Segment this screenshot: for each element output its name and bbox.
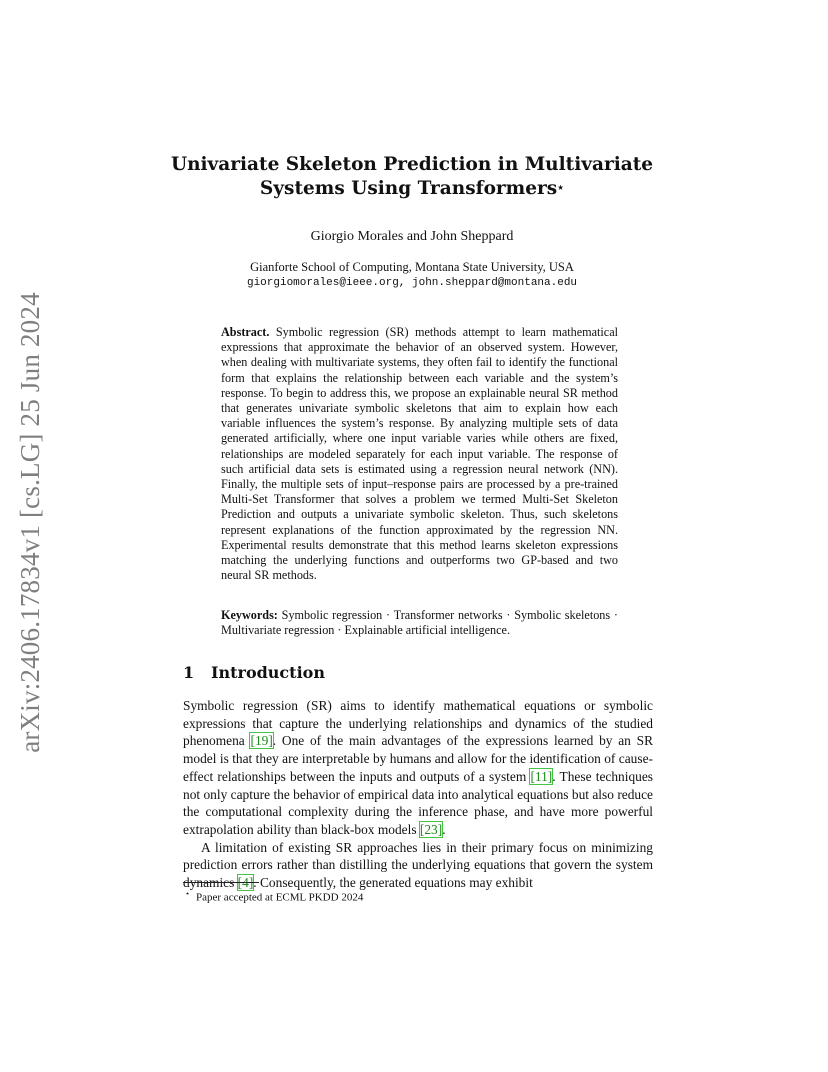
footnote-text: Paper accepted at ECML PKDD 2024 bbox=[196, 891, 364, 904]
introduction-body bbox=[183, 697, 653, 892]
citation-link[interactable]: [23] bbox=[419, 821, 443, 837]
citation-link[interactable]: [11] bbox=[530, 768, 553, 784]
keywords-label: Keywords: bbox=[221, 608, 278, 622]
footnote-rule bbox=[183, 882, 259, 883]
title-footnote-mark: ⋆ bbox=[557, 181, 565, 194]
keywords bbox=[221, 608, 618, 638]
section-title: Introduction bbox=[211, 663, 325, 682]
intro-text-1a: Symbolic regression (SR) aims to identify mathematical equations or symbolic expressions that capture the underlying relationships and dynamics of the studied phenomena bbox=[183, 698, 653, 749]
citation-link[interactable]: [19] bbox=[250, 733, 273, 749]
citation-link[interactable]: [4] bbox=[237, 875, 254, 891]
abstract-text: Symbolic regression (SR) methods attempt to learn mathematical expressions that approximate the behavior of an observed system. However, when dealing with multivariate systems, they often fail to identify the functional form that explains the relationship between each variable and the system’s response. To begin to address this, we propose an explainable neural SR method that generates univariate symbolic skeletons that aim to explain how each variable influences the system’s response. By analyzing multiple sets of data generated artificially, where one input variable varies while others are fixed, relationships are modeled separately for each input variable. The response of such artificial data sets is estimated using a regression neural network (NN). Finally, the multiple sets of input–response pairs are processed by a pre-trained Multi-Set Transformer that solves a problem we termed Multi-Set Skeleton Prediction and outputs a univariate symbolic skeleton. Thus, such skeletons represent explanations of the function approximated by the regression NN. Experimental results demonstrate that this method learns skeleton expressions matching the underlying functions and outperforms two GP-based and two neural SR methods. bbox=[221, 325, 619, 583]
title-line-1: Univariate Skeleton Prediction in Multivariate bbox=[170, 154, 654, 175]
section-heading bbox=[183, 663, 653, 682]
footnote-mark: ⋆ bbox=[185, 889, 191, 898]
arxiv-stamp bbox=[8, 285, 52, 760]
intro-text-1d: . bbox=[442, 821, 446, 837]
intro-text-2b: . Consequently, the generated equations may exhibit bbox=[253, 875, 533, 891]
author-emails: giorgiomorales@ieee.org, john.sheppard@montana.edu bbox=[246, 277, 578, 289]
keywords-text: Symbolic regression · Transformer networks · Symbolic skeletons · Multivariate regression · Explainable artificial intelligence. bbox=[221, 608, 618, 638]
arxiv-stamp-text: arXiv:2406.17834v1 [cs.LG] 25 Jun 2024 bbox=[14, 292, 45, 753]
intro-text-2a: A limitation of existing SR approaches lies in their primary focus on minimizing prediction errors rather than distilling the underlying equations that govern the system dynamics bbox=[183, 839, 653, 891]
intro-text-1c: . These techniques not only capture the behavior of empirical data into analytical equations but also reduce the computational complexity during the inference phase, and have more powerful extrapolation ability than black-box models bbox=[183, 768, 653, 837]
footnote bbox=[183, 887, 653, 905]
title-line-2-text: Systems Using Transformers bbox=[259, 178, 558, 199]
title-line-2 bbox=[160, 177, 664, 201]
paper-title bbox=[160, 153, 664, 201]
intro-paragraph-2 bbox=[183, 839, 653, 892]
abstract bbox=[221, 325, 618, 583]
section-number: 1 bbox=[183, 663, 195, 682]
intro-text-1b: . One of the main advantages of the expressions learned by an SR model is that they are interpretable by humans and allow for the identification of cause-effect relationships between the inputs and outputs of a system bbox=[183, 733, 654, 784]
abstract-label: Abstract. bbox=[221, 325, 270, 339]
intro-paragraph-1 bbox=[183, 697, 653, 839]
affiliation: Gianforte School of Computing, Montana State University, USA bbox=[250, 260, 574, 274]
authors: Giorgio Morales and John Sheppard bbox=[310, 229, 514, 244]
